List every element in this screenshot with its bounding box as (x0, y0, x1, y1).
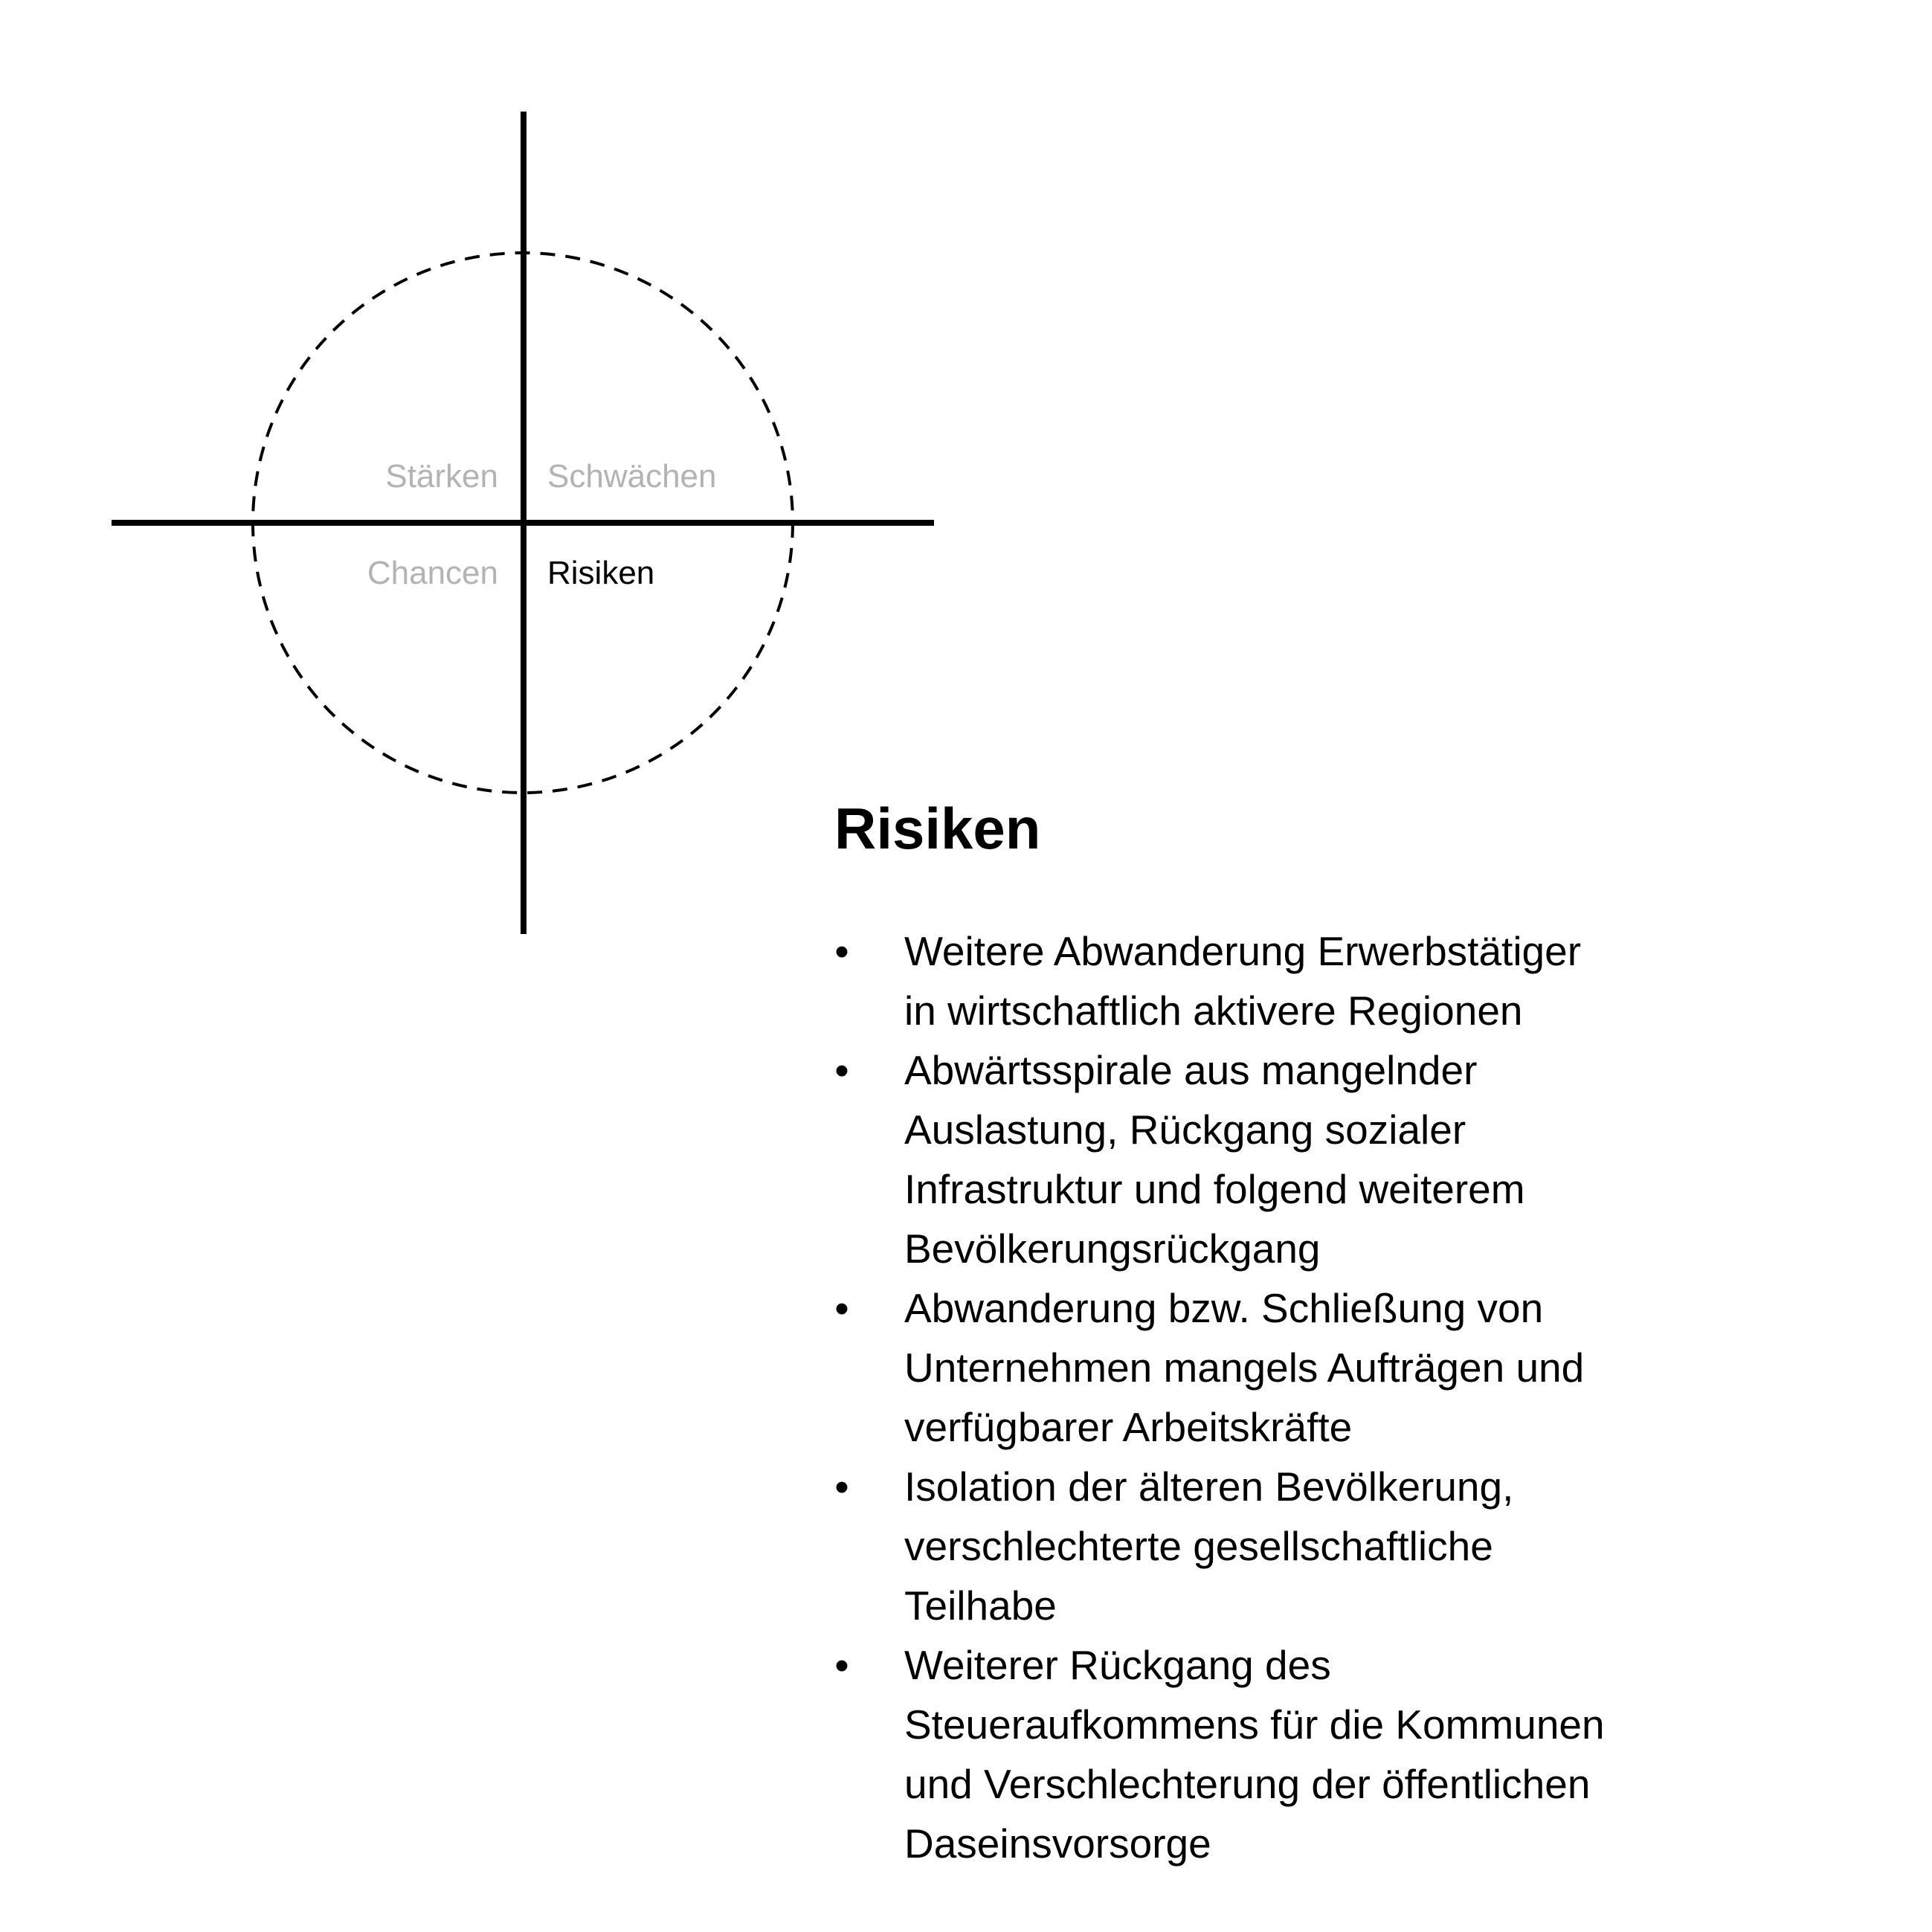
quadrant-label-bottom-right: Risiken (547, 555, 655, 591)
risk-item-line: Abwanderung bzw. Schließung von (904, 1285, 1544, 1331)
risk-item-line: Teilhabe (904, 1582, 1057, 1629)
risk-item-line: und Verschlechterung der öffentlichen (904, 1761, 1591, 1807)
risk-list-item (834, 921, 1823, 1040)
quadrant-label-top-right: Schwächen (547, 458, 717, 495)
risk-item-line: Infrastruktur und folgend weiterem (904, 1166, 1525, 1212)
bullet-icon: • (834, 1642, 849, 1688)
risk-list-item (834, 1635, 1823, 1873)
bullet-icon: • (834, 1285, 849, 1331)
quadrant-label-bottom-left: Chancen (367, 555, 498, 591)
risk-list-item (834, 1457, 1823, 1635)
risk-item-line: in wirtschaftlich aktivere Regionen (904, 988, 1523, 1034)
risk-item-line: verschlechterte gesellschaftliche (904, 1523, 1493, 1569)
risk-list-item (834, 1040, 1823, 1278)
risk-item-line: Auslastung, Rückgang sozialer (904, 1107, 1466, 1153)
risk-item-line: Weitere Abwanderung Erwerbstätiger (904, 928, 1582, 974)
risk-item-line: Weiterer Rückgang des (904, 1642, 1331, 1688)
risk-item-line: verfügbarer Arbeitskräfte (904, 1404, 1353, 1450)
risks-panel (834, 796, 1823, 1873)
bullet-icon: • (834, 1047, 849, 1093)
swot-quadrant-diagram (0, 0, 967, 967)
quadrant-label-top-left: Stärken (385, 458, 498, 495)
risk-list-item (834, 1278, 1823, 1457)
panel-title: Risiken (834, 796, 1041, 861)
bullet-icon: • (834, 1464, 849, 1510)
risk-item-line: Isolation der älteren Bevölkerung, (904, 1464, 1514, 1510)
risk-item-line: Daseinsvorsorge (904, 1820, 1211, 1867)
bullet-icon: • (834, 928, 849, 974)
risk-item-line: Steueraufkommens für die Kommunen (904, 1701, 1605, 1748)
risk-item-line: Bevölkerungsrückgang (904, 1226, 1321, 1272)
risk-item-line: Unternehmen mangels Aufträgen und (904, 1345, 1585, 1391)
risk-item-line: Abwärtsspirale aus mangelnder (904, 1047, 1478, 1093)
risk-list (834, 921, 1823, 1873)
